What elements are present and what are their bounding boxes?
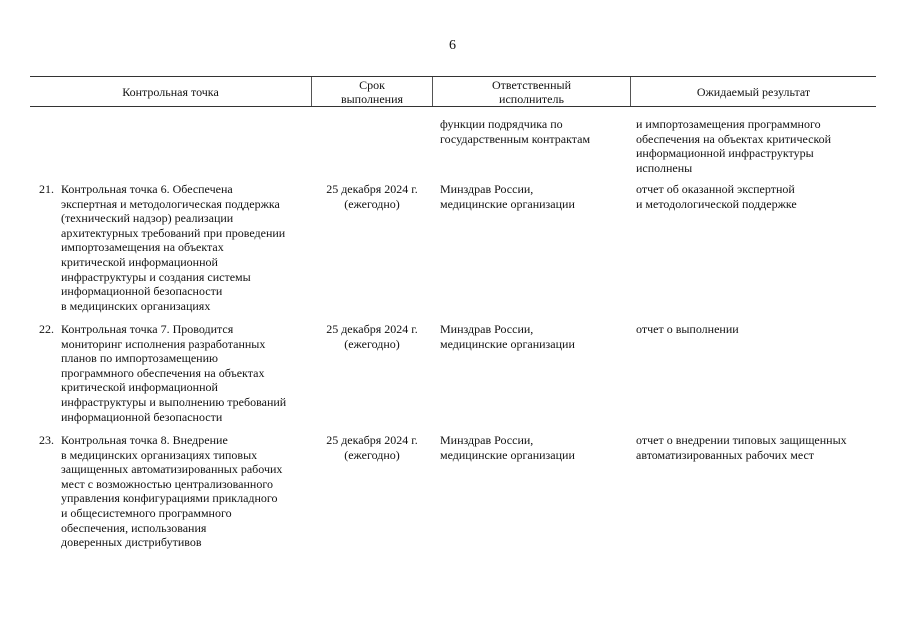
row-22-executor: Минздрав России, медицинские организации <box>440 322 575 351</box>
page-number: 6 <box>449 38 456 53</box>
row-21-executor: Минздрав России, медицинские организации <box>440 182 575 211</box>
header-deadline-line2: выполнения <box>340 91 404 106</box>
row-23-number: 23. <box>39 433 54 447</box>
continuation-executor: функции подрядчика по государственным контрактам <box>440 117 591 146</box>
header-deadline <box>311 77 432 106</box>
row-23-control-point: Контрольная точка 8. Внедрение в медицинских организациях типовых защищенных автоматизированных рабочих мест с возможностью централизованного управления конфигурациями прикладного и общесистемного программного обеспечения, использования доверенных дистрибутивов <box>61 433 283 550</box>
row-21-deadline: 25 декабря 2024 г. (ежегодно) <box>326 182 418 211</box>
row-21-result: отчет об оказанной экспертной и методологической поддержке <box>636 182 797 211</box>
header-executor-line1: Ответственный <box>491 77 572 92</box>
row-22-number: 22. <box>39 322 54 336</box>
header-executor-line2: исполнитель <box>499 91 564 106</box>
row-23-deadline: 25 декабря 2024 г. (ежегодно) <box>326 433 418 462</box>
header-executor <box>432 77 630 106</box>
header-deadline-line1: Срок <box>359 77 385 92</box>
row-23-executor: Минздрав России, медицинские организации <box>440 433 575 462</box>
row-22-control-point: Контрольная точка 7. Проводится мониторинг исполнения разработанных планов по импортозамещению программного обеспечения на объектах критической информационной инфраструктуры и выполнению требований информационной безопасности <box>61 322 287 424</box>
row-22-result: отчет о выполнении <box>636 322 739 336</box>
table-header-rule <box>30 106 876 107</box>
continuation-result: и импортозамещения программного обеспечения на объектах критической информационной инфраструктуры исполнены <box>636 117 832 175</box>
header-control-point <box>30 77 311 106</box>
row-23-result: отчет о внедрении типовых защищенных автоматизированных рабочих мест <box>636 433 847 462</box>
header-control-point-label: Контрольная точка <box>122 84 219 99</box>
row-22-deadline: 25 декабря 2024 г. (ежегодно) <box>326 322 418 351</box>
row-21-control-point: Контрольная точка 6. Обеспечена экспертная и методологическая поддержка (технический надзор) реализации архитектурных требований при проведении импортозамещения на объектах критической информационной инфраструктуры и создания системы информационной безопасности в медицинских организациях <box>61 182 286 313</box>
header-result-label: Ожидаемый результат <box>696 84 811 99</box>
row-21-number: 21. <box>39 182 54 196</box>
header-result <box>630 77 876 106</box>
